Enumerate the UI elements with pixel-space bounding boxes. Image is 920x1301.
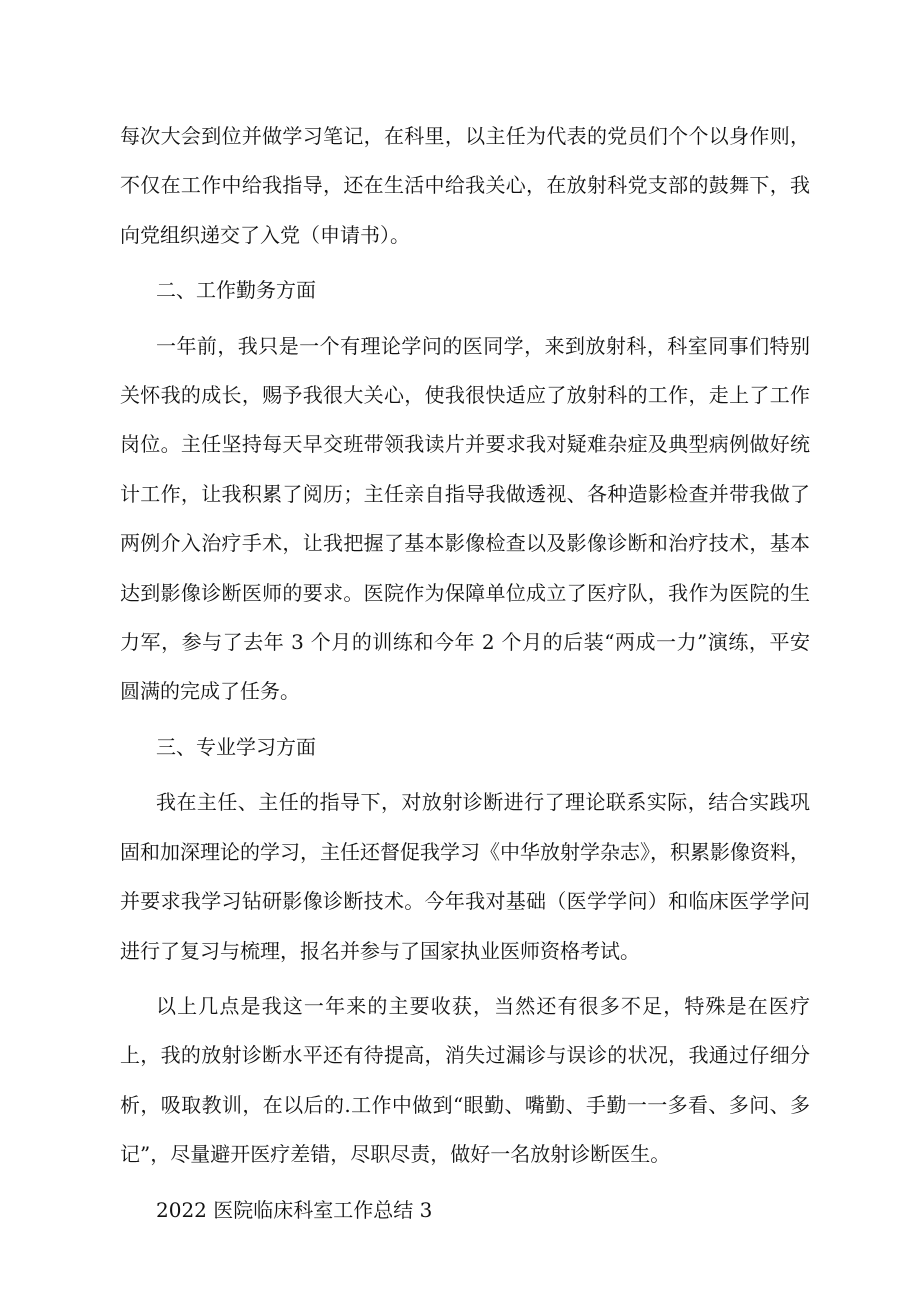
paragraph-party-participation: 每次大会到位并做学习笔记，在科里，以主任为代表的党员们个个以身作则，不仅在工作中给我指导，还在生活中给我关心，在放射科党支部的鼓舞下，我向党组织递交了入党（申请书）。 bbox=[120, 124, 810, 247]
section-heading-work-duty: 二、工作勤务方面 bbox=[156, 278, 316, 303]
next-section-title: 2022 医院临床科室工作总结 3 bbox=[156, 1197, 433, 1222]
paragraph-work-duty: 一年前，我只是一个有理论学问的医同学，来到放射科，科室同事们特别关怀我的成长，赐予我很大关心，使我很快适应了放射科的工作，走上了工作岗位。主任坚持每天早交班带领我读片并要求我对疑难杂症及典型病例做好统计工作，让我积累了阅历；主任亲自指导我做透视、各种造影检查并带我做了两例介入治疗手术，让我把握了基本影像检查以及影像诊断和治疗技术，基本达到影像诊断医师的要求。医院作为保障单位成立了医疗队，我作为医院的生力军，参与了去年 3 个月的训练和今年 2 个月的后装“两成一力”演练，平安圆满的完成了任务。 bbox=[120, 333, 810, 704]
paragraph-summary: 以上几点是我这一年来的主要收获，当然还有很多不足，特殊是在医疗上，我的放射诊断水平还有待提高，消失过漏诊与误诊的状况，我通过仔细分析，吸取教训，在以后的.工作中做到“眼勤、嘴勤、手勤一一多看、多问、多记”，尽量避开医疗差错，尽职尽责，做好一名放射诊断医生。 bbox=[120, 993, 810, 1167]
section-heading-professional-study: 三、专业学习方面 bbox=[156, 734, 316, 759]
paragraph-professional-study: 我在主任、主任的指导下，对放射诊断进行了理论联系实际，结合实践巩固和加深理论的学习，主任还督促我学习《中华放射学杂志》，积累影像资料，并要求我学习钻研影像诊断技术。今年我对基础（医学学问）和临床医学学问进行了复习与梳理，报名并参与了国家执业医师资格考试。 bbox=[120, 790, 810, 963]
document-body bbox=[120, 112, 810, 1235]
